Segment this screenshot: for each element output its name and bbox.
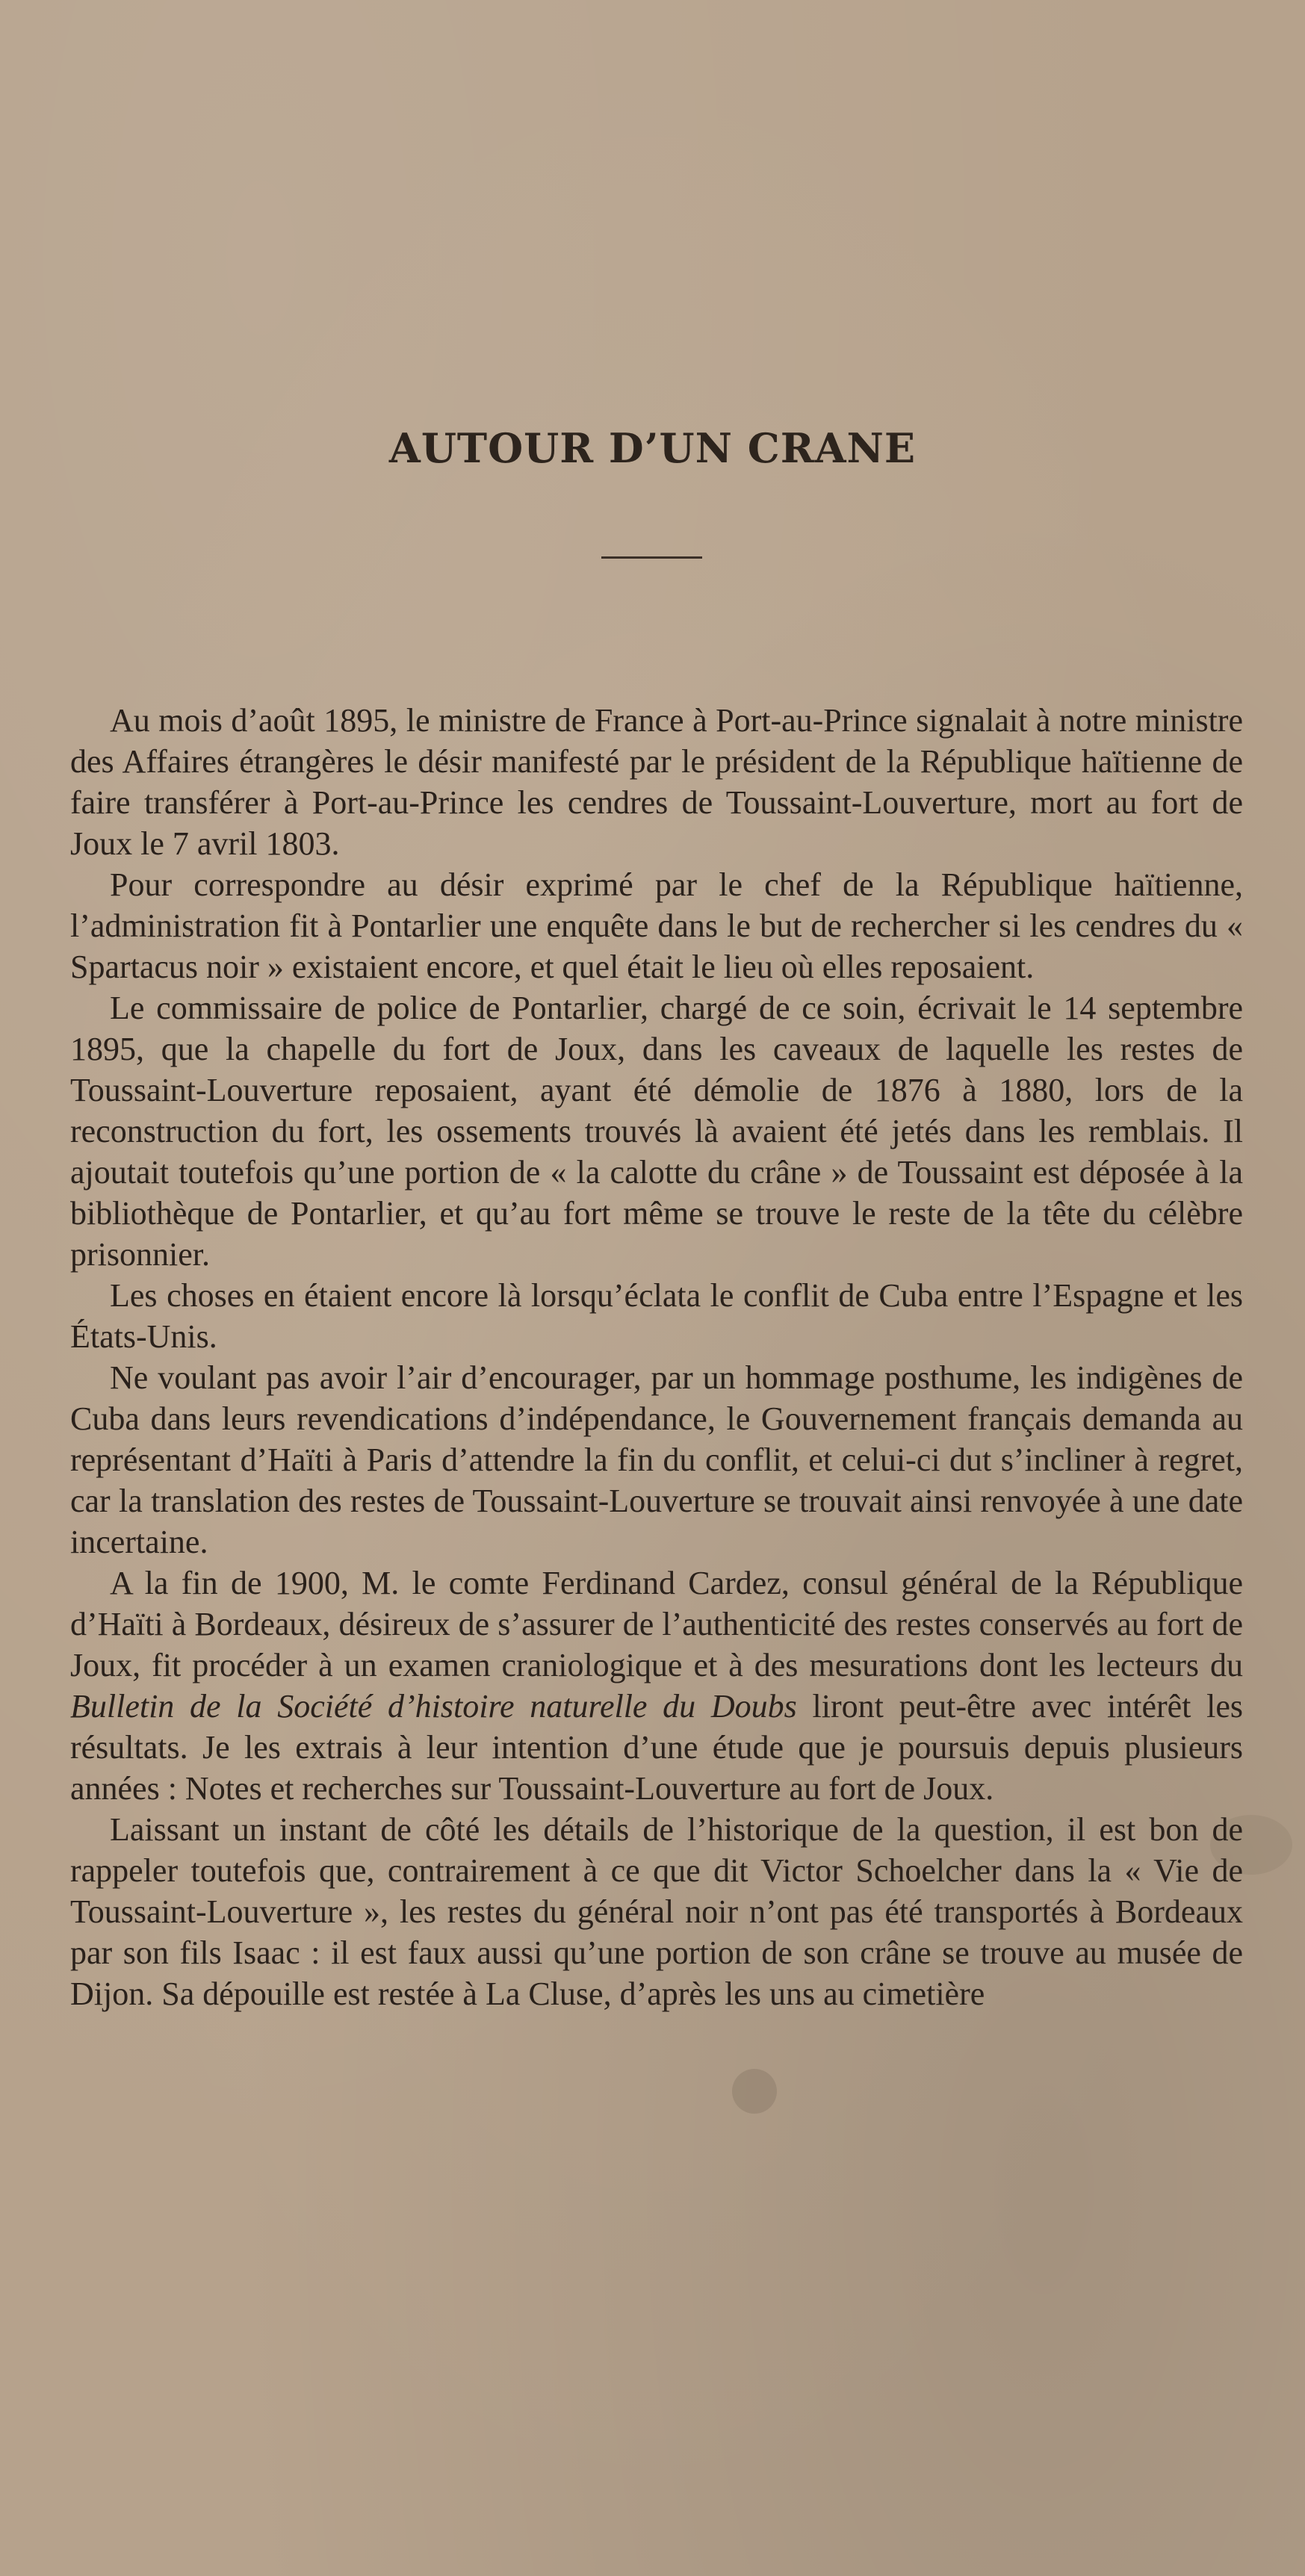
title-divider (601, 556, 702, 559)
paragraph-6-text-before: A la fin de 1900, M. le comte Ferdinand Cardez, consul général de la République d’Haïti à Bordeaux, désireux de s’assurer de l’authenticité des restes conservés au fort de Joux, fit procéder à un examen craniologique et à des mesurations dont les lecteurs du (70, 1565, 1243, 1683)
paragraph-4: Les choses en étaient encore là lorsqu’éclata le conflit de Cuba entre l’Espagne et les États-Unis. (70, 1277, 1243, 1355)
paragraph-1: Au mois d’août 1895, le ministre de France à Port-au-Prince signalait à notre ministre des Affaires étrangères le désir manifesté par le président de la République haïtienne de faire transférer à Port-au-Prince les cendres de Toussaint-Louverture, mort au fort de Joux le 7 avril 1803. (70, 702, 1243, 862)
bulletin-citation: Bulletin de la Société d’histoire naturelle du Doubs (70, 1688, 797, 1725)
paragraph-3: Le commissaire de police de Pontarlier, chargé de ce soin, écrivait le 14 septembre 1895, que la chapelle du fort de Joux, dans les caveaux de laquelle les restes de Toussaint-Louverture reposaient, ayant été démolie de 1876 à 1880, lors de la reconstruction du fort, les ossements trouvés là avaient été jetés dans les remblais. Il ajoutait toutefois qu’une portion de « la calotte du crâne » de Toussaint est déposée à la bibliothèque de Pontarlier, et qu’au fort même se trouve le reste de la tête du célèbre prisonnier. (70, 990, 1243, 1273)
paragraph-5: Ne voulant pas avoir l’air d’encourager, par un hommage posthume, les indigènes de Cuba dans leurs revendications d’indépendance, le Gouvernement français demanda au représentant d’Haïti à Paris d’attendre la fin du conflit, et celui-ci dut s’incliner à regret, car la translation des restes de Toussaint-Louverture se trouvait ainsi renvoyée à une date incertaine. (70, 1359, 1243, 1560)
paragraph-6 (70, 1562, 1243, 1809)
paper-stain (732, 2069, 777, 2114)
paragraph-6-text-after: liront peut-être avec intérêt les résultats. Je les extrais à leur intention d’une étude que je poursuis depuis plusieurs années : Notes et recherches sur Toussaint-Louverture au fort de Joux. (70, 1688, 1243, 1807)
page-title: AUTOUR D’UN CRANE (388, 424, 917, 472)
article-body (70, 700, 1243, 2014)
paragraph-2: Pour correspondre au désir exprimé par le chef de la République haïtienne, l’administration fit à Pontarlier une enquête dans le but de rechercher si les cendres du « Spartacus noir » existaient encore, et quel était le lieu où elles reposaient. (70, 866, 1243, 985)
paragraph-7: Laissant un instant de côté les détails de l’historique de la question, il est bon de rappeler toutefois que, contrairement à ce que dit Victor Schoelcher dans la « Vie de Toussaint-Louverture », les restes du général noir n’ont pas été transportés à Bordeaux par son fils Isaac : il est faux aussi qu’une portion de son crâne se trouve au musée de Dijon. Sa dépouille est restée à La Cluse, d’après les uns au cimetière (70, 1811, 1243, 2012)
